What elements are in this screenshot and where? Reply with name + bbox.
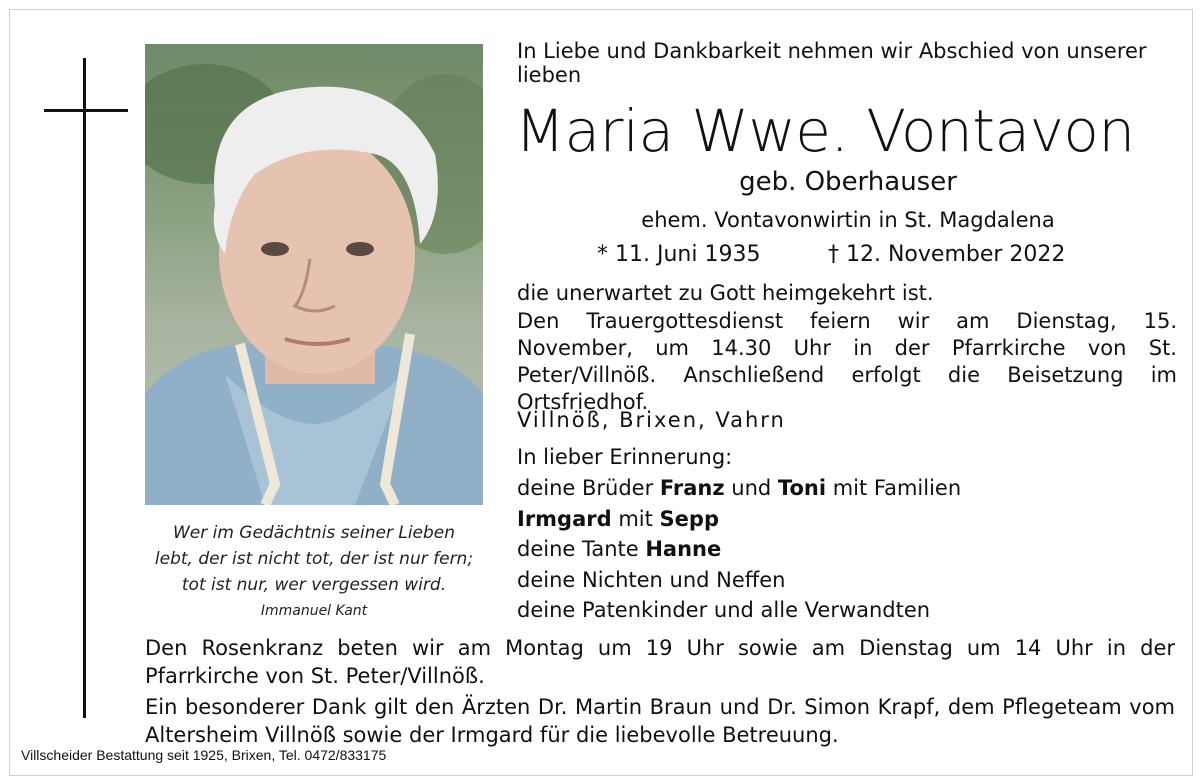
mourner-line [517, 507, 719, 531]
funeral-service-text: Den Trauergottesdienst feiern wir am Dienstag, 15. November, um 14.30 Uhr in der Pfarrkirche von St. Peter/Villnöß. Anschließend erfolgt die Beisetzung im Ortsfriedhof. [517, 309, 1177, 414]
portrait-photo [145, 44, 483, 505]
birth-date: * 11. Juni 1935 [597, 242, 761, 267]
mourner-line: deine Patenkinder und alle Verwandten [517, 598, 931, 622]
cross-icon [83, 58, 86, 718]
mourner-name: Toni [777, 476, 827, 500]
mourner-text: und [724, 476, 778, 500]
quote-line: lebt, der ist nicht tot, der ist nur fern; [154, 549, 474, 569]
mourner-text: deine Brüder [517, 476, 660, 500]
footer-funeral-home: Villscheider Bestattung seit 1925, Brixen, Tel. 0472/833175 [21, 747, 387, 763]
mourner-text: deine Tante [517, 537, 646, 561]
cross-icon-bar [44, 109, 128, 112]
memory-heading: In lieber Erinnerung: [517, 445, 733, 469]
mourner-text: mit Familien [826, 476, 962, 500]
mourner-line [517, 537, 721, 561]
mourner-name: Irmgard [517, 507, 612, 531]
former-occupation: ehem. Vontavonwirtin in St. Magdalena [641, 208, 1055, 232]
mourner-name: Sepp [659, 507, 719, 531]
quote-line: tot ist nur, wer vergessen wird. [181, 575, 447, 595]
mourner-name: Franz [659, 476, 725, 500]
maiden-name: geb. Oberhauser [739, 167, 957, 197]
quote [140, 520, 488, 598]
mourner-text: mit [611, 507, 660, 531]
intro-text: In Liebe und Dankbarkeit nehmen wir Abschied von unserer lieben [517, 39, 1147, 87]
mourner-name: Hanne [645, 537, 722, 561]
passing-text: die unerwartet zu Gott heimgekehrt ist. [517, 281, 934, 305]
places: Villnöß, Brixen, Vahrn [517, 408, 786, 432]
obituary-card [9, 9, 1193, 776]
mourner-line [517, 476, 961, 500]
quote-line: Wer im Gedächtnis seiner Lieben [172, 523, 456, 543]
mourner-line: deine Nichten und Neffen [517, 568, 786, 592]
death-date: † 12. November 2022 [828, 242, 1066, 267]
deceased-name: Maria Wwe. Vontavon [515, 97, 1135, 165]
thanks-text: Ein besonderer Dank gilt den Ärzten Dr. Martin Braun und Dr. Simon Krapf, dem Pflegeteam vom Altersheim Villnöß sowie der Irmgard für die liebevolle Betreuung. [145, 695, 1175, 747]
quote-author: Immanuel Kant [260, 603, 368, 619]
rosary-text: Den Rosenkranz beten wir am Montag um 19 Uhr sowie am Dienstag um 14 Uhr in der Pfarrkirche von St. Peter/Villnöß. [145, 636, 1175, 688]
